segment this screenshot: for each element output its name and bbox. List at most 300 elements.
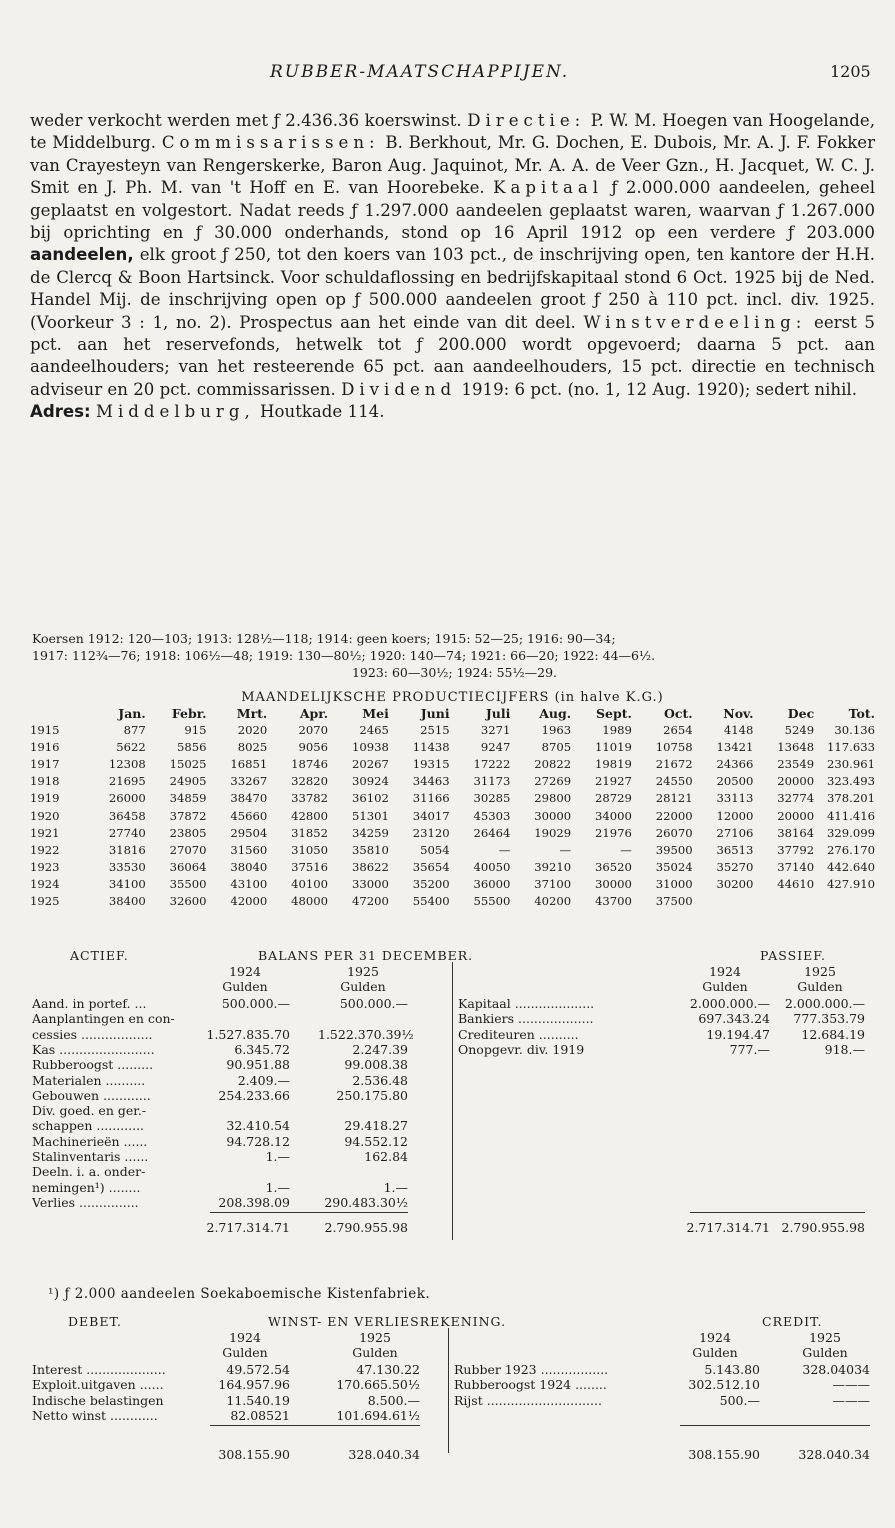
production-cell: — [620,842,632,857]
production-cell: 35270 [716,860,754,875]
production-cell: 21927 [595,774,632,789]
production-cell: 35024 [655,860,693,875]
production-cell: 28121 [655,791,693,806]
koersen-block [32,630,877,681]
production-cell: 5249 [784,722,815,737]
production-cell: 31816 [108,842,146,857]
month-header: Oct. [664,706,693,721]
production-cell: 31560 [230,842,268,857]
account-value: 2.000.000.— [784,996,865,1011]
account-value: 777.— [729,1041,770,1057]
year-header: 1924 [709,964,741,979]
production-cell: 31852 [291,825,329,840]
account-value: 8.500.— [367,1392,420,1408]
page-header [0,62,895,86]
production-cell: 30000 [595,877,632,892]
account-value: 162.84 [364,1149,408,1164]
production-cell: 35654 [412,860,450,875]
production-cell: 24905 [169,774,207,789]
production-cell: 877 [123,722,146,737]
production-cell: 23120 [412,825,450,840]
production-cell: 12308 [108,756,146,771]
production-row [30,859,875,876]
production-cell: 26070 [655,825,693,840]
production-cell: 20000 [777,774,815,789]
unit-header: Gulden [802,1345,848,1360]
month-header: Juli [485,706,511,721]
production-cell: 276.170 [827,842,875,857]
production-cell: 34259 [351,825,389,840]
account-value: ——— [832,1377,870,1393]
production-table-block [30,690,875,910]
production-cell: 21976 [595,825,632,840]
production-cell: 34000 [595,808,632,823]
production-cell: 27269 [534,774,572,789]
account-title: WINST- EN VERLIESREKENING. [268,1314,507,1329]
text-kapitaal: ƒ 2.000.000 aandeelen, geheel geplaatst en volgestort. Nadat reeds ƒ 1.297.000 aandeelen geplaatst waren, waarvan ƒ 1.267.000 bij oprichting en ƒ 30.000 onderhands, stond op 16 April 1912 op een verdere ƒ 203.000 [30,178,876,243]
production-cell: 55400 [412,894,450,909]
month-header: Mrt. [236,706,268,721]
unit-header: Gulden [702,979,748,994]
production-cell: 35810 [351,842,389,857]
production-cell: 36064 [169,860,207,875]
footnote: ¹) ƒ 2.000 aandeelen Soekaboemische Kistenfabriek. [48,1286,431,1302]
production-cell: 45660 [230,808,268,823]
account-label: Stalinventaris ...... [32,1149,149,1164]
account-value: 90.951.88 [226,1057,290,1073]
text-aandeelen-bold: aandeelen, [30,245,134,265]
account-total: 2.790.955.98 [324,1220,408,1236]
production-cell: 35200 [412,877,450,892]
month-header: Dec [787,706,815,721]
account-value: 32.410.54 [226,1118,290,1134]
production-cell: 36520 [595,860,632,875]
production-cell: 9056 [298,739,329,754]
total-rule [680,1425,870,1426]
production-row [30,841,875,858]
account-value: 2.000.000.— [689,996,770,1011]
account-value: 99.008.38 [344,1057,408,1073]
running-title: RUBBER-MAATSCHAPPIJEN. [270,62,570,82]
production-cell: 15025 [169,756,207,771]
text-kapitaal-rest: elk groot ƒ 250, tot den koers van 103 pct., de inschrijving open, ten kantore der H.H. de Clercq & Boon Hartsinck. Voor schuldaflossing en bedrijfskapitaal stond 6 Oct. 1925 bij de Ned. Handel Mij. de inschrijving open op ƒ 500.000 aandeelen groot ƒ 250 à 110 pct. incl. div. 1925. (Voorkeur 3 : 1, no. 2). Prospectus aan het einde van dit deel. [30,245,875,332]
year-header: 1925 [359,1330,391,1345]
account-label: Crediteuren .......... [458,1026,579,1042]
account-value: 208.398.09 [218,1194,290,1210]
production-cell: 51301 [351,808,389,823]
production-cell: 4148 [723,722,754,737]
label-dividend: Dividend [341,379,457,399]
production-cell: 30200 [716,877,754,892]
production-cell: 40050 [473,860,511,875]
production-cell: 37140 [777,860,815,875]
production-year: 1918 [30,774,60,789]
adres-street: Houtkade 114. [260,402,385,422]
account-value: 777.353.79 [793,1011,865,1027]
account-total: 328.040.34 [798,1447,870,1463]
label-commissarissen: Commissarissen: [161,133,380,153]
production-cell: 38400 [108,894,146,909]
production-cell: 37792 [777,842,815,857]
production-cell: 2070 [298,722,329,737]
account-value: 11.540.19 [226,1392,290,1408]
production-cell: 37516 [291,860,329,875]
account-value: 1.522.370.39½ [318,1026,414,1042]
production-year: 1923 [30,860,60,875]
account-label: cessies .................. [32,1026,153,1042]
production-cell: 48000 [291,894,329,909]
label-kapitaal: Kapitaal [493,178,604,198]
production-cell: 36458 [108,808,146,823]
production-cell: 37100 [534,877,572,892]
production-row [30,807,875,824]
production-cell: 19029 [534,825,572,840]
account-label: Rubberoogst ......... [32,1057,154,1073]
production-cell: 2020 [237,722,268,737]
month-header: Tot. [848,706,875,721]
koersen-line: 1923: 60—30½; 1924: 55½—29. [351,665,557,680]
total-rule [210,1212,408,1213]
month-header: Aug. [539,706,572,721]
account-value: 170.665.50½ [336,1377,420,1393]
month-header: Apr. [299,706,329,721]
account-right-heading: CREDIT. [762,1314,823,1329]
production-row [30,755,875,772]
account-label: Materialen .......... [32,1072,146,1088]
production-row [30,876,875,893]
month-header: Sept. [596,706,632,721]
year-header: 1925 [804,964,836,979]
production-year: 1920 [30,808,60,823]
account-value: 6.345.72 [234,1041,290,1057]
production-cell: 378.201 [827,791,875,806]
label-directie: Directie: [467,111,586,130]
account-label: Rubber 1923 ................. [454,1362,609,1377]
production-cell: 27740 [108,825,146,840]
production-cell: — [559,842,572,857]
account-value: 328.04034 [802,1362,870,1377]
account-label: Div. goed. en ger.- [32,1103,147,1119]
production-cell: 21672 [655,756,693,771]
month-header: Febr. [171,706,207,721]
production-cell: 33782 [291,791,329,806]
year-header: 1925 [809,1330,841,1345]
production-cell: 39210 [534,860,572,875]
production-header-row [30,706,875,721]
production-cell: 21695 [108,774,146,789]
text-directie: P. W. M. Hoegen van Hoogelande, te Middelburg. [30,111,875,153]
production-cell: 17222 [473,756,511,771]
production-cell: 29504 [230,825,268,840]
production-cell: 22000 [655,808,693,823]
column-divider [452,962,453,1240]
production-cell: 19819 [595,756,632,771]
account-right-heading: PASSIEF. [760,948,826,963]
production-cell: 31173 [473,774,511,789]
text-dividend: 1919: 6 pct. (no. 1, 12 Aug. 1920); sedert nihil. [461,379,857,399]
production-cell: 32600 [169,894,207,909]
account-total: 2.790.955.98 [781,1220,865,1236]
production-cell: 30285 [473,791,511,806]
account-value: 94.728.12 [226,1133,290,1149]
production-cell: 230.961 [827,756,875,771]
production-cell [753,893,814,910]
account-value: 2.247.39 [352,1041,408,1057]
production-cell: 38040 [230,860,268,875]
production-cell: 1989 [602,722,632,737]
production-cell: 3271 [480,722,511,737]
page-number: 1205 [830,62,871,81]
production-table [30,706,875,910]
account-total: 2.717.314.71 [686,1220,770,1236]
production-row [30,738,875,755]
production-cell: 55500 [473,894,511,909]
production-cell: 33000 [351,877,389,892]
company-description [30,110,875,424]
account-value: 2.536.48 [352,1072,408,1088]
account-label: Aand. in portef. ... [32,996,147,1011]
production-cell: 10938 [351,739,389,754]
production-cell: — [498,842,511,857]
production-cell: 24366 [716,756,754,771]
account-label: Exploit.uitgaven ...... [32,1377,164,1393]
production-cell: 42000 [230,894,268,909]
production-cell: 45303 [473,808,511,823]
account-value: 697.343.24 [698,1011,770,1027]
production-cell: 20822 [534,756,572,771]
production-cell: 5054 [420,842,450,857]
label-adres: Adres: [30,402,91,422]
production-cell: 27070 [169,842,207,857]
production-cell: 20267 [351,756,389,771]
year-header: 1924 [229,1330,261,1345]
production-cell: 31166 [412,791,450,806]
production-cell: 19315 [412,756,450,771]
text-winstverdeeling: eerst 5 pct. aan het reservefonds, hetwelk tot ƒ 200.000 wordt opgevoerd; daarna 5 pct. aan aandeelhouders; van het resteerende 65 pct. aan aandeelhouders, 15 pct. directie en technisch adviseur en 20 pct. commissarissen. [30,312,875,399]
account-label: Onopgevr. div. 1919 [458,1041,585,1057]
account-value: 12.684.19 [801,1026,865,1042]
production-cell: 33113 [716,791,754,806]
profit-loss-account [0,1314,895,1514]
production-cell: 30000 [534,808,572,823]
total-rule [690,1212,865,1213]
production-cell: 5856 [177,739,207,754]
production-year: 1919 [30,791,60,806]
account-total: 308.155.90 [218,1447,290,1463]
production-cell: 2465 [359,722,389,737]
production-cell: 30.136 [834,722,875,737]
account-left-heading: DEBET. [68,1314,122,1329]
koersen-line: Koersen 1912: 120—103; 1913: 128½—118; 1914: geen koers; 1915: 52—25; 1916: 90—34; [32,631,616,646]
account-label: Bankiers ................... [458,1011,594,1027]
production-cell: 42800 [291,808,329,823]
production-cell: 442.640 [827,860,875,875]
account-value: ——— [832,1392,870,1408]
production-row [30,893,875,910]
account-value: 1.— [265,1149,290,1164]
account-value: 254.233.66 [218,1087,290,1103]
account-value: 918.— [824,1041,865,1057]
account-label: Netto winst ............ [32,1407,158,1423]
production-cell: 31000 [655,877,693,892]
production-year: 1922 [30,842,60,857]
account-label: Aanplantingen en con- [32,1011,175,1027]
production-cell: 38622 [351,860,389,875]
account-label: Rubberoogst 1924 ........ [454,1377,607,1393]
production-row [30,721,875,738]
account-label: Machinerieën ...... [32,1133,148,1149]
production-year: 1925 [30,894,60,909]
production-cell: 38470 [230,791,268,806]
production-cell [814,893,875,910]
unit-header: Gulden [797,979,843,994]
production-cell: 427.910 [827,877,875,892]
production-cell: 43100 [230,877,268,892]
production-cell: 411.416 [827,808,875,823]
account-value: 164.957.96 [218,1377,290,1393]
account-label: nemingen¹) ........ [32,1179,141,1195]
label-winstverdeeling: Winstverdeeling: [583,312,807,332]
production-cell: 5622 [116,739,146,754]
total-rule [210,1425,420,1426]
month-header: Nov. [723,706,754,721]
unit-header: Gulden [352,1345,398,1360]
production-cell: 31050 [291,842,329,857]
production-cell: 36513 [716,842,754,857]
unit-header: Gulden [692,1345,738,1360]
production-row [30,824,875,841]
production-row [30,773,875,790]
account-value: 250.175.80 [336,1087,408,1103]
production-cell: 34100 [108,877,146,892]
production-cell: 8705 [541,739,572,754]
account-value: 500.000.— [339,996,408,1011]
production-cell: 1963 [541,722,572,737]
year-header: 1924 [699,1330,731,1345]
account-value: 82.08521 [230,1407,290,1423]
production-year: 1916 [30,739,60,754]
production-cell: 13648 [777,739,815,754]
production-cell: 24550 [655,774,693,789]
production-cell: 26464 [473,825,511,840]
production-row [30,790,875,807]
account-value: 47.130.22 [356,1362,420,1377]
account-total: 2.717.314.71 [206,1220,290,1236]
production-cell: 915 [184,722,207,737]
production-cell: 28729 [595,791,632,806]
production-cell: 323.493 [827,774,875,789]
production-cell: 40100 [291,877,329,892]
account-value: 1.527.835.70 [206,1026,290,1042]
production-year: 1921 [30,825,60,840]
production-caption: MAANDELIJKSCHE PRODUCTIECIJFERS (in halve K.G.) [241,690,664,705]
account-value: 29.418.27 [344,1118,408,1134]
account-value: 2.409.— [237,1072,290,1088]
account-value: 19.194.47 [706,1026,770,1042]
account-label: Rijst ............................. [454,1392,602,1408]
production-cell: 26000 [108,791,146,806]
account-value: 500.000.— [221,996,290,1011]
production-cell: 34017 [412,808,450,823]
production-cell: 33267 [230,774,268,789]
production-cell: 32774 [777,791,815,806]
account-value: 500.— [719,1392,760,1408]
production-cell: 2654 [663,722,693,737]
production-cell: 33530 [108,860,146,875]
production-year: 1915 [30,722,60,737]
month-header: Jan. [118,706,146,721]
koersen-line: 1917: 112¾—76; 1918: 106½—48; 1919: 130—80½; 1920: 140—74; 1921: 66—20; 1922: 44—6½. [32,648,656,663]
account-label: Verlies ............... [32,1194,139,1210]
production-cell: 11438 [412,739,450,754]
production-cell: 32820 [291,774,329,789]
year-header: 1924 [229,964,261,979]
column-divider [448,1328,449,1453]
account-label: Kapitaal .................... [458,996,595,1011]
production-cell: 2515 [420,722,450,737]
production-cell: 329.099 [827,825,875,840]
production-cell: 20000 [777,808,815,823]
production-cell: 29800 [534,791,572,806]
production-year: 1924 [30,877,60,892]
production-cell: 37872 [169,808,207,823]
account-label: Deeln. i. a. onder- [32,1164,146,1180]
account-value: 1.— [265,1179,290,1195]
production-cell: 30924 [351,774,389,789]
account-label: Indische belastingen [32,1392,164,1408]
production-cell: 117.633 [827,739,875,754]
production-cell: 27106 [716,825,754,840]
unit-header: Gulden [222,979,268,994]
month-header: Mei [362,706,389,721]
account-title: BALANS PER 31 DECEMBER. [258,948,474,963]
production-cell: 11019 [595,739,632,754]
account-value: 49.572.54 [226,1362,290,1377]
month-header: Juni [420,706,450,721]
production-cell: 34463 [412,774,450,789]
account-value: 101.694.61½ [336,1407,420,1423]
text-intro: weder verkocht werden met ƒ 2.436.36 koerswinst. [30,111,462,130]
unit-header: Gulden [340,979,386,994]
production-cell [693,893,754,910]
production-year: 1917 [30,756,60,771]
production-cell: 36000 [473,877,511,892]
production-cell: 18746 [291,756,329,771]
production-cell: 40200 [534,894,572,909]
account-value: 5.143.80 [704,1362,760,1377]
production-cell: 44610 [777,877,815,892]
account-total: 308.155.90 [688,1447,760,1463]
production-cell: 36102 [351,791,389,806]
production-cell: 12000 [716,808,754,823]
account-total: 328.040.34 [348,1447,420,1463]
account-value: 302.512.10 [688,1377,760,1393]
account-value: 1.— [383,1179,408,1195]
production-cell: 37500 [655,894,693,909]
account-label: Gebouwen ............ [32,1087,151,1103]
unit-header: Gulden [222,1345,268,1360]
production-cell: 39500 [655,842,693,857]
production-cell: 47200 [351,894,389,909]
account-value: 94.552.12 [344,1133,408,1149]
year-header: 1925 [347,964,379,979]
production-cell: 34859 [169,791,207,806]
production-cell: 23549 [777,756,815,771]
adres-city: Middelburg, [95,402,255,422]
production-cell: 9247 [480,739,511,754]
balance-sheet [0,948,895,1278]
account-label: Kas ........................ [32,1041,155,1057]
